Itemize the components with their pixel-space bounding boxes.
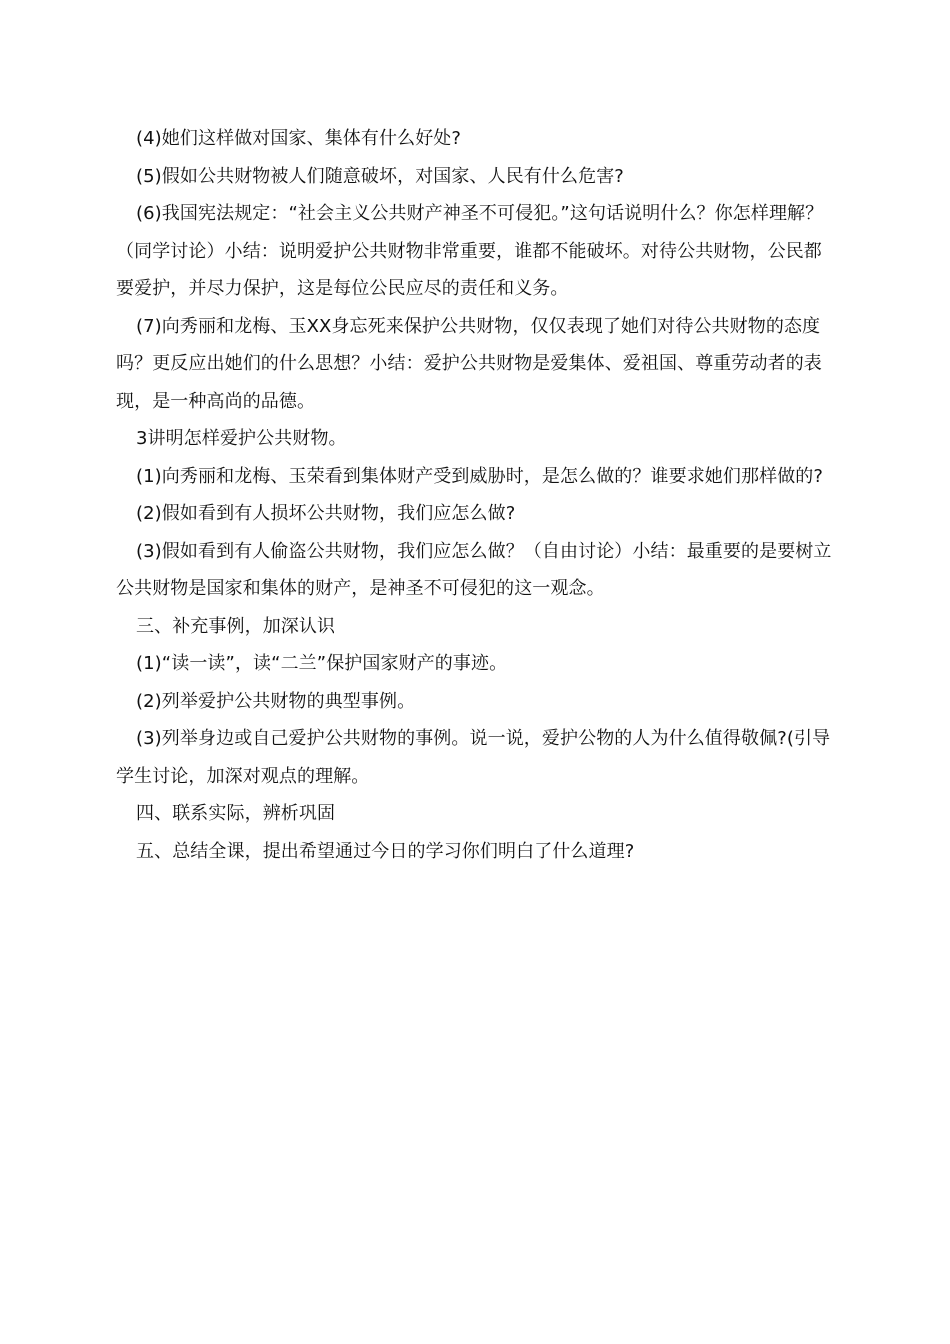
paragraph-list-item-3: (3)列举身边或自己爱护公共财物的事例。说一说，爱护公物的人为什么值得敬佩?(引导学生讨论，加深对观点的理解。 xyxy=(116,728,831,787)
paragraph-item-2: (2)假如看到有人损坏公共财物，我们应怎么做? xyxy=(136,503,516,524)
section-heading-practice: 四、联系实际，辨析巩固 xyxy=(136,803,336,824)
paragraph-question-7: (7)向秀丽和龙梅、玉XX身忘死来保护公共财物，仅仅表现了她们对待公共财物的态度吗？更反应出她们的什么思想？小结：爱护公共财物是爱集体、爱祖国、尊重劳动者的表现，是一种高尚的品德。 xyxy=(116,315,822,412)
section-heading-supplement: 三、补充事例，加深认识 xyxy=(136,615,336,637)
paragraph-question-4: (4)她们这样做对国家、集体有什么好处? xyxy=(136,128,462,149)
paragraph-question-5: (5)假如公共财物被人们随意破坏，对国家、人民有什么危害? xyxy=(136,165,624,187)
paragraph-read-item-1: (1)“读一读”，读“二兰”保护国家财产的事迹。 xyxy=(136,653,508,674)
paragraph-section-3-heading: 3讲明怎样爱护公共财物。 xyxy=(136,428,347,449)
paragraph-list-item-2: (2)列举爱护公共财物的典型事例。 xyxy=(136,690,416,712)
paragraph-item-3: (3)假如看到有人偷盗公共财物，我们应怎么做？（自由讨论）小结：最重要的是要树立公共财物是国家和集体的财产，是神圣不可侵犯的这一观念。 xyxy=(116,540,832,599)
document-page xyxy=(116,120,836,870)
paragraph-question-6: (6)我国宪法规定：“社会主义公共财产神圣不可侵犯。”这句话说明什么？你怎样理解？（同学讨论）小结：说明爱护公共财物非常重要，谁都不能破坏。对待公共财物，公民都要爱护，并尽力保护，这是每位公民应尽的责任和义务。 xyxy=(116,203,824,299)
section-heading-summary: 五、总结全课，提出希望通过今日的学习你们明白了什么道理? xyxy=(136,840,635,862)
paragraph-item-1: (1)向秀丽和龙梅、玉荣看到集体财产受到威胁时，是怎么做的？谁要求她们那样做的? xyxy=(136,465,824,487)
